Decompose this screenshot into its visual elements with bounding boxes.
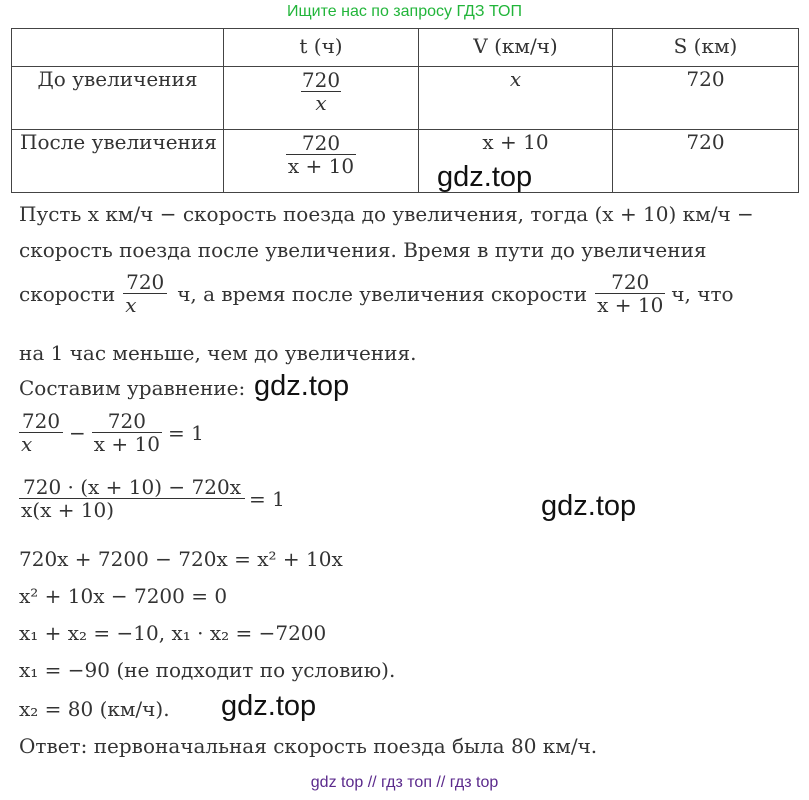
equation-4: x² + 10x − 7200 = 0 <box>19 584 228 608</box>
speed-cell: x <box>419 67 613 130</box>
row-label: После увеличения <box>12 130 224 193</box>
text-line: Пусть x км/ч − скорость поезда до увеличения, тогда (x + 10) км/ч − <box>19 202 754 226</box>
equation-3: 720x + 7200 − 720x = x² + 10x <box>19 547 343 571</box>
text-line: скорость поезда после увеличения. Время в пути до увеличения <box>19 238 707 262</box>
equation-6: x₁ = −90 (не подходит по условию). <box>19 658 396 682</box>
answer-line: Ответ: первоначальная скорость поезда была 80 км/ч. <box>19 734 598 758</box>
header-speed: V (км/ч) <box>419 29 613 67</box>
distance-cell: 720 <box>613 130 799 193</box>
speed-cell: x + 10 <box>419 130 613 193</box>
text-line: на 1 час меньше, чем до увеличения. <box>19 341 417 365</box>
header-distance: S (км) <box>613 29 799 67</box>
header-time: t (ч) <box>224 29 419 67</box>
equation-1: $\frac{720}{x}$ − $\frac{720}{x + 10}$ = 1 <box>21 409 204 456</box>
time-cell: $\frac{720}{x + 10}$ <box>224 130 419 193</box>
distance-cell: 720 <box>613 67 799 130</box>
text-line: Составим уравнение: <box>19 376 246 400</box>
table-row <box>12 130 799 193</box>
top-banner: Ищите нас по запросу ГДЗ ТОП <box>287 3 522 20</box>
time-cell: $\frac{720}{x}$ <box>224 67 419 130</box>
equation-7: x₂ = 80 (км/ч). <box>19 697 170 721</box>
text-line-with-fractions: скорости $\frac{720}{x}$ ч, а время после увеличения скорости $\frac{720}{x + 10}$ ч, что <box>19 270 734 317</box>
equation-5: x₁ + x₂ = −10, x₁ · x₂ = −7200 <box>19 621 327 645</box>
watermark: gdz.top <box>541 490 637 522</box>
watermark: gdz.top <box>221 690 317 722</box>
watermark: gdz.top <box>437 161 533 193</box>
watermark: gdz.top <box>254 370 350 402</box>
footer-links: gdz top // гдз топ // гдз top <box>310 774 499 791</box>
table-row <box>12 67 799 130</box>
header-empty <box>12 29 224 67</box>
equation-2: $\frac{720 \cdot (x + 10) - 720x}{x(x + 10)}$ = 1 <box>21 475 285 522</box>
row-label: До увеличения <box>12 67 224 130</box>
data-table <box>11 28 799 193</box>
